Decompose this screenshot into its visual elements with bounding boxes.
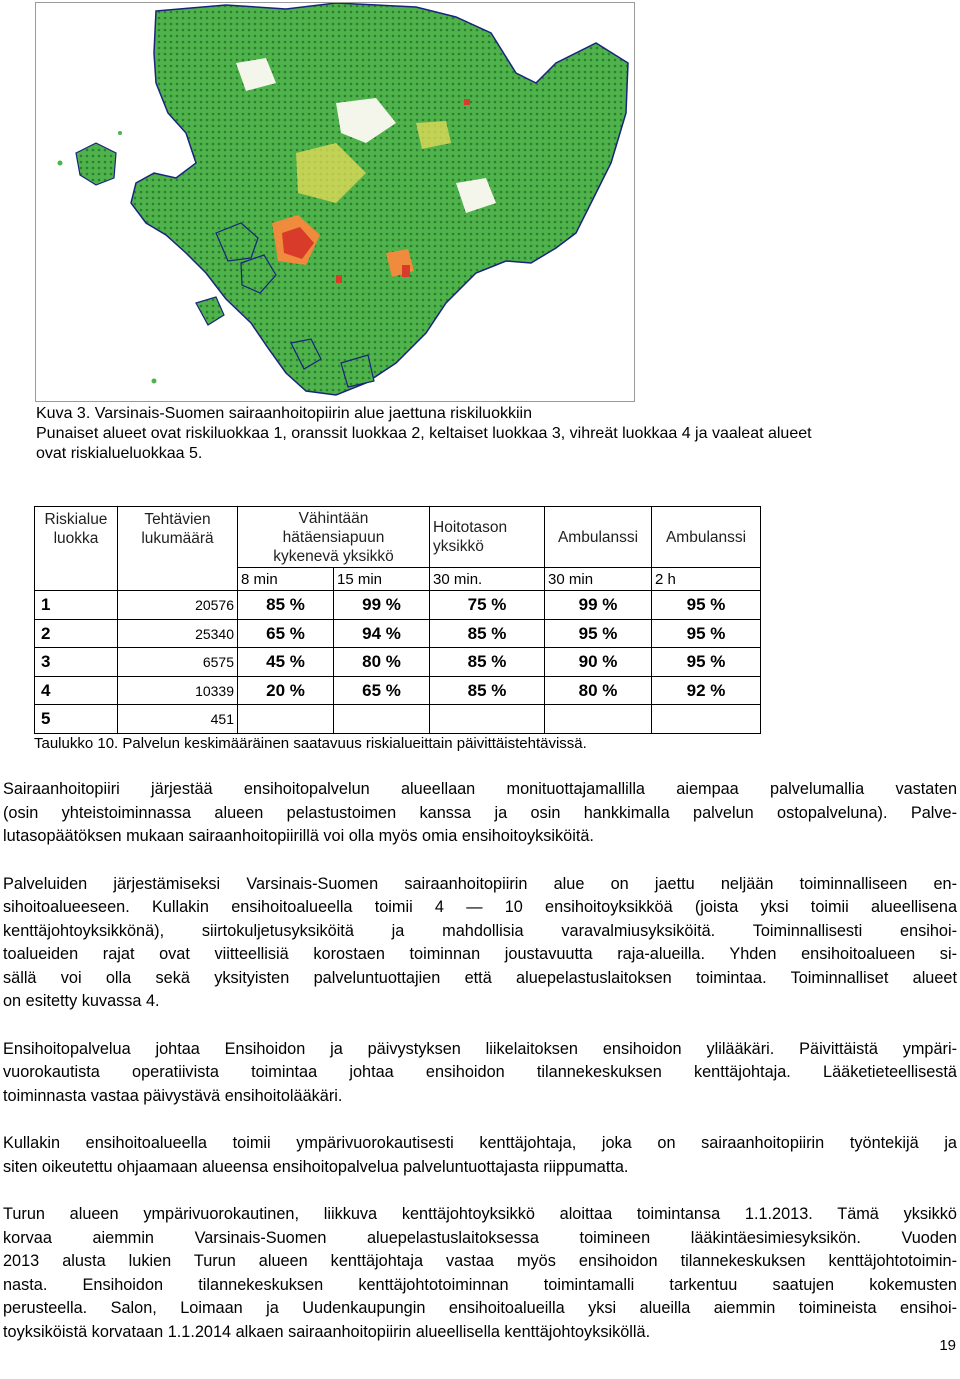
percent-cell: 99 % [334, 591, 430, 620]
paragraph [3, 778, 957, 849]
figure-caption-line: Kuva 3. Varsinais-Suomen sairaanhoitopiirin alue jaettuna riskiluokkiin [36, 405, 532, 422]
percent-cell [545, 705, 652, 734]
percent-cell: 94 % [334, 619, 430, 648]
text-line: Ensihoitopalvelua johtaa Ensihoidon ja päivystyksen liikelaitoksen ensihoidon ylilääkäri. Päivittäistä ympäri- [3, 1039, 957, 1058]
text-line: 2013 alusta lukien Turun alueen kenttäjohtaja vastaa myös ensihoidon tilannekeskuksen kenttäjohtotoimin- [3, 1252, 957, 1270]
time-header: 2 h [652, 568, 761, 591]
text-line: nasta. Ensihoidon tilannekeskuksen kenttäjohtotoiminnan toimintamalli tarkentuu saatujen kokemusten [3, 1275, 957, 1294]
figure-caption-line: ovat riskialueluokkaa 5. [36, 445, 203, 462]
table-row [35, 619, 761, 648]
risk-class-cell: 3 [35, 648, 118, 677]
text-line: siten oikeutettu ohjaamaan alueensa ensihoitopalvelua palveluntuottajasta riippumatta. [3, 1157, 629, 1176]
percent-cell: 95 % [652, 591, 761, 620]
percent-cell: 85 % [430, 676, 545, 705]
percent-cell: 45 % [238, 648, 334, 677]
text-line: vuorokautista operatiivista toimintaa johtaa ensihoidon tilannekeskuksen kenttäjohtaja. Lääketieteellisestä [3, 1063, 957, 1081]
text-line: Kullakin ensihoitoalueella toimii ympärivuorokautisesti kenttäjohtaja, joka on sairaanhoitopiirin työntekijä ja [3, 1134, 957, 1152]
page-number: 19 [939, 1337, 956, 1354]
text-line: Sairaanhoitopiiri järjestää ensihoitopalvelun alueellaan monituottajamallilla aiempaa palvelumallia vastaten [3, 780, 957, 798]
percent-cell: 75 % [430, 591, 545, 620]
table-row [35, 705, 761, 734]
table-row [35, 591, 761, 620]
percent-cell [652, 705, 761, 734]
table-header-row [35, 507, 761, 568]
time-header: 30 min. [430, 568, 545, 591]
task-count-cell: 25340 [118, 619, 238, 648]
text-line: Turun alueen ympärivuorokautinen, liikkuva kenttäjohtoyksikkö aloittaa toimintansa 1.1.2013. Tämä yksikkö [3, 1205, 957, 1223]
percent-cell: 65 % [238, 619, 334, 648]
percent-cell: 95 % [652, 648, 761, 677]
text-line: toyksiköistä korvataan 1.1.2014 alkaen sairaanhoitopiirin alueellisella kenttäjohtoyksiköllä. [3, 1322, 651, 1341]
header-risk-class: Riskialue luokka [35, 507, 118, 591]
text-line: toiminnasta vastaa päivystävä ensihoitolääkäri. [3, 1086, 343, 1105]
map-island [196, 297, 224, 325]
paragraph [3, 1203, 957, 1344]
percent-cell: 92 % [652, 676, 761, 705]
text-line: kenttäjohtoyksikkönä), siirtokuljetusyksiköitä ja mahdollisia varavalmiusyksiköitä. Toiminnallisesti ensihoi- [3, 921, 957, 940]
percent-cell: 80 % [334, 648, 430, 677]
text-line: Palveluiden järjestämiseksi Varsinais-Suomen sairaanhoitopiirin alue on jaettu neljään toiminnalliseen en- [3, 874, 957, 893]
percent-cell: 95 % [652, 619, 761, 648]
time-header: 30 min [545, 568, 652, 591]
figure-caption [36, 404, 936, 464]
paragraph [3, 873, 957, 1014]
percent-cell: 65 % [334, 676, 430, 705]
risk-area-map [35, 2, 635, 402]
percent-cell: 20 % [238, 676, 334, 705]
map-island [76, 143, 116, 185]
text-line: toalueiden rajat ovat viitteellisiä korostaen toiminnan joustavuutta raja-alueilla. Yhden ensihoitoalueen si- [3, 945, 957, 963]
paragraph [3, 1132, 957, 1179]
task-count-cell: 451 [118, 705, 238, 734]
percent-cell: 85 % [238, 591, 334, 620]
header-ambulance-2: Ambulanssi [652, 507, 761, 568]
task-count-cell: 10339 [118, 676, 238, 705]
text-line: perusteella. Salon, Loimaan ja Uudenkaupungin ensihoitoalueilla yksi alueilla aiemmin toimineista ensihoi- [3, 1299, 957, 1317]
table-caption: Taulukko 10. Palvelun keskimääräinen saatavuus riskialueittain päivittäistehtävissä. [34, 735, 587, 752]
text-line: korvaa aiemmin Varsinais-Suomen aluepelastuslaitoksessa toimineen lääkintäesimiesyksikön. Vuoden [3, 1228, 957, 1247]
time-header: 15 min [334, 568, 430, 591]
percent-cell [238, 705, 334, 734]
header-care-unit: Hoitotason yksikkö [430, 507, 545, 568]
percent-cell [430, 705, 545, 734]
task-count-cell: 6575 [118, 648, 238, 677]
percent-cell: 80 % [545, 676, 652, 705]
task-count-cell: 20576 [118, 591, 238, 620]
risk-class-cell: 2 [35, 619, 118, 648]
table-row [35, 648, 761, 677]
text-line: on esitetty kuvassa 4. [3, 992, 160, 1010]
percent-cell [334, 705, 430, 734]
percent-cell: 85 % [430, 648, 545, 677]
text-line: sällä voi olla sekä yksityisten palveluntuottajien että aluepelastuslaitoksen toimintaa. Toiminnalliset alueet [3, 968, 957, 987]
percent-cell: 85 % [430, 619, 545, 648]
body-text [3, 778, 957, 1368]
text-line: lutasopäätöksen mukaan sairaanhoitopiirillä voi olla myös omia ensihoitoyksiköitä. [3, 827, 594, 845]
table-row [35, 676, 761, 705]
header-first-aid-unit: Vähintään hätäensiapuun kykenevä yksikkö [238, 507, 430, 568]
risk-class-cell: 5 [35, 705, 118, 734]
risk-class-cell: 1 [35, 591, 118, 620]
header-task-count: Tehtävien lukumäärä [118, 507, 238, 591]
header-ambulance-1: Ambulanssi [545, 507, 652, 568]
percent-cell: 99 % [545, 591, 652, 620]
time-header: 8 min [238, 568, 334, 591]
text-line: sihoitoalueeseen. Kullakin ensihoitoalueella toimii 4 — 10 ensihoitoyksikköä (joista yksi toimii alueellisena [3, 898, 957, 916]
figure-caption-line: Punaiset alueet ovat riskiluokkaa 1, oranssit luokkaa 2, keltaiset luokkaa 3, vihreät luokkaa 4 ja vaaleat alueet [36, 425, 812, 442]
map-graphic [36, 3, 634, 401]
text-line: (osin yhteistoiminnassa alueen pelastustoimen kanssa ja osin hankkimalla palvelun ostopalveluna). Palve- [3, 803, 957, 822]
paragraph [3, 1038, 957, 1109]
map-region-mainland [131, 3, 628, 395]
risk-availability-table [34, 506, 761, 734]
percent-cell: 95 % [545, 619, 652, 648]
percent-cell: 90 % [545, 648, 652, 677]
risk-class-cell: 4 [35, 676, 118, 705]
